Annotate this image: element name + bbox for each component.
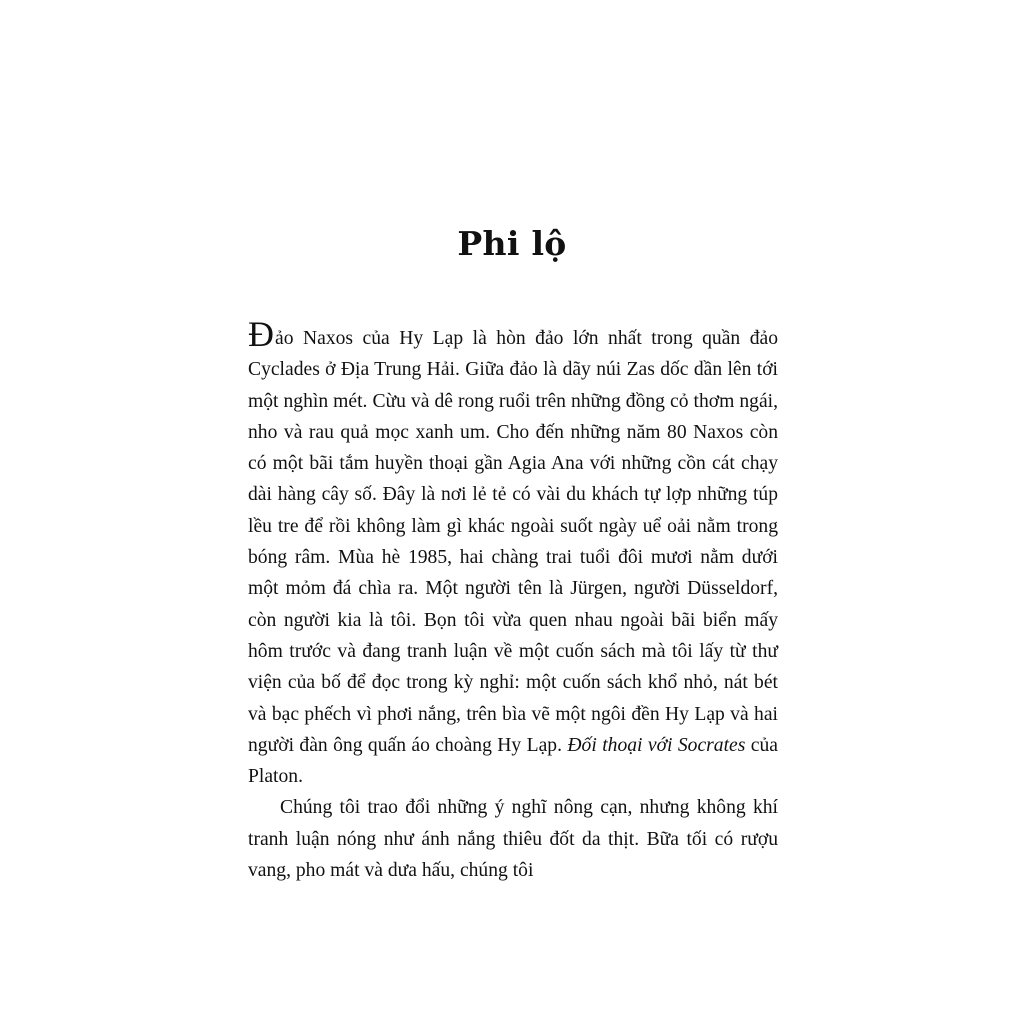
drop-cap: Đ <box>248 314 274 354</box>
chapter-title: Phi lộ <box>457 224 567 263</box>
chapter-body <box>248 314 778 886</box>
paragraph-1-text: ảo Naxos của Hy Lạp là hòn đảo lớn nhất trong quần đảo Cyclades ở Địa Trung Hải. Giữa đảo là dãy núi Zas dốc dần lên tới một nghìn mét. Cừu và dê rong ruổi trên những đồng cỏ thơm ngái, nho và rau quả mọc xanh um. Cho đến những năm 80 Naxos còn có một bãi tắm huyền thoại gần Agia Ana với những cồn cát chạy dài hàng cây số. Đây là nơi lẻ tẻ có vài du khách tự lợp những túp lều tre để rồi không làm gì khác ngoài suốt ngày uể oải nằm trong bóng râm. Mùa hè 1985, hai chàng trai tuổi đôi mươi nằm dưới một mỏm đá chìa ra. Một người tên là Jürgen, người Düsseldorf, còn người kia là tôi. Bọn tôi vừa quen nhau ngoài bãi biển mấy hôm trước và đang tranh luận về một cuốn sách mà tôi lấy từ thư viện của bố để đọc trong kỳ nghỉ: một cuốn sách khổ nhỏ, nát bét và bạc phếch vì phơi nắng, trên bìa vẽ một ngôi đền Hy Lạp và hai người đàn ông quấn áo choàng Hy Lạp. <box>248 328 778 756</box>
paragraph-1 <box>248 314 778 792</box>
paragraph-1-end: của Platon. <box>248 734 778 788</box>
paragraph-2: Chúng tôi trao đổi những ý nghĩ nông cạn, nhưng không khí tranh luận nóng như ánh nắng thiêu đốt da thịt. Bữa tối có rượu vang, pho mát và dưa hấu, chúng tôi <box>248 797 778 882</box>
book-title-italic: Đối thoại với Socrates <box>567 734 746 756</box>
